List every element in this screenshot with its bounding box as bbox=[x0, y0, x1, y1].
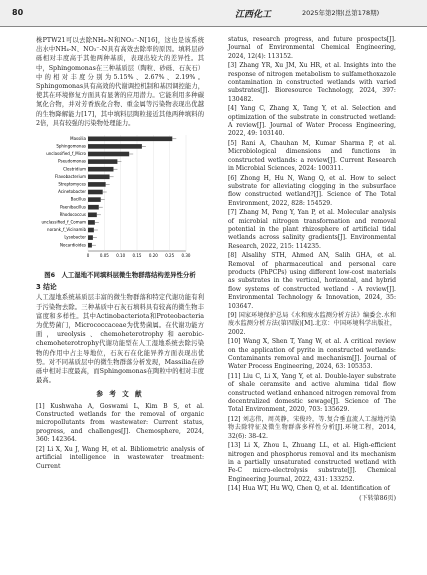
reference-item: status, research progress, and future prospects[J]. Journal of Environmental Chemical Engineering, 2024, 12(4): 113152. bbox=[228, 36, 396, 60]
reference-item: [11] Liu C, Li X, Yang Y, et al. Double-layer substrate of shale ceramsite and active alumina tidal flow constructed wetland enhanced nitrogen removal from decentralized domestic sewage[J]. Science of The Total Environment, 2020, 703: 135629. bbox=[228, 372, 396, 414]
taxon-label: Massilia bbox=[70, 135, 86, 141]
page-number: 80 bbox=[12, 8, 24, 17]
taxon-label: Nocardioides bbox=[60, 242, 86, 248]
taxon-bar bbox=[88, 167, 113, 172]
taxon-label: Lysobacter bbox=[64, 234, 86, 240]
body-paragraph: 株PTW21可以去除NH₄-N和NO₃⁻-N[16]，这也是该系统出水中NH₄-N、NO₃⁻-N具有高效去除率的原因。填料层砂砾相对丰度高于其他两种基质，表现出较大的差异性。其中，Sphingomonas在三种基质层（陶粒、砂砾、石灰石）中的相对丰度分别为5.15%、2.67%、2.19%。Sphingomonas具有高效的代谢调控机制和基因调控能力，使其在环境修复方面具有显著的应用潜力。它能利用多种碳氮化合物，并对芳香族化合物、重金属等污染物表现出优越的生物降解能力[17]，其中填料层陶粒接近其他两种填料的2倍，具有较强的污染物处理能力。 bbox=[36, 37, 204, 127]
taxon-bar bbox=[88, 228, 94, 233]
taxon-label: Paenibacillus bbox=[60, 204, 86, 210]
taxon-bar bbox=[88, 213, 97, 218]
taxon-bar bbox=[88, 205, 99, 210]
taxon-label: Pseudomonas bbox=[58, 158, 86, 164]
taxon-label: Streptomyces bbox=[58, 181, 86, 187]
reference-item: [13] Li X, Zhou L, Zhuang LL, et al. High-efficient nitrogen and phosphorus removal and its mechanism in a partially unsaturated constructed wetland with Fe-C micro-electrolysis substrate[J]. Chemical Engineering Journal, 2022, 431: 133252. bbox=[228, 442, 396, 483]
taxon-label: Sphingomonas bbox=[56, 143, 86, 149]
taxon-label: Bacillus bbox=[70, 196, 86, 202]
taxon-bar bbox=[88, 197, 101, 202]
page-header bbox=[0, 0, 427, 26]
reference-item: [9] 国家环境保护总局《水和废水监测分析方法》编委会.水和废水监测分析方法(第四版)[M].北京：中国环境科学出版社，2002. bbox=[228, 312, 396, 336]
taxon-bar bbox=[88, 152, 129, 157]
reference-item: [5] Rani A, Chauhan M, Kumar Sharma P, et al. Microbiological dimensions and functions in constructed wetlands: a review[J]. Current Research in Microbial Sciences, 2024: 100311. bbox=[228, 139, 396, 173]
taxon-label: Clostridium bbox=[63, 166, 86, 172]
figure-6 bbox=[36, 131, 204, 280]
taxon-label: Rhodococcus bbox=[59, 211, 86, 217]
taxon-bar bbox=[88, 235, 93, 240]
reference-item: [1] Kushwaha A, Goswami L, Kim B S, et al. Constructed wetlands for the removal of organic micropollutants from wastewater: Current status, progress, and challenges[J]. Chemosphere, 2024, 360: 142364. bbox=[36, 402, 204, 444]
x-tick-label: 0.05 bbox=[99, 253, 109, 259]
taxon-label: norank_f_Vicinamib bbox=[47, 227, 86, 233]
reference-item: [4] Yang C, Zhang X, Tang Y, et al. Selection and optimization of the substrate in constructed wetland: A review[J]. Journal of Water Process Engineering, 2022, 49: 103140. bbox=[228, 105, 396, 138]
reference-list-left bbox=[36, 403, 204, 471]
taxon-label: unclassified_f_Comam bbox=[41, 219, 86, 225]
reference-item: [2] Li X, Xu J, Wang H, et al. Bibliometric analysis of artificial intelligence in wastewater treatment: Current bbox=[36, 445, 204, 470]
x-tick-label: 0.30 bbox=[181, 253, 191, 259]
conclusion-paragraph: 人工湿地系统基质层丰富的微生物群落和特定代谢功能有利于污染物去除。三种基质中石灰石填料具有较高的微生物丰富度和多样性。其中Actinobacteriota和Proteobacteria为优势菌门，Micrococcaceae为优势菌属。在代谢功能方面，ureolysis、chemoheterotrophy和aerobic-chemoheterotrophy代谢功能型在人工湿地系统去除污染物的作用中占主导地位，石灰石在化能异养方面表现出优势。对不同基质层中的微生物群落分析发现，Massilia在砂砾中相对丰度最高，而Sphingomonas在陶粒中的相对丰度最高。 bbox=[36, 294, 204, 385]
x-tick-label: 0.20 bbox=[148, 253, 158, 259]
x-tick-label: 0 bbox=[86, 253, 90, 259]
left-column bbox=[36, 36, 204, 472]
reference-item: [10] Wang X, Shen T, Yang W, et al. A critical review on the application of pyrite in constructed wetlands: Contaminants removal and mechanism[J]. Journal of Water Process Engineering, 2024, 63: 105353. bbox=[228, 338, 396, 371]
reference-item: [8] Alsalihy STH, Ahmed AN, Salih GHA, et al. Removal of pharmaceutical and personal care products (PhPCPs) using different low-cost materials as substrates in the vertical, horizontal, and hybrid flow systems of constructed wetland - A review[J]. Environmental Technology & Innovation, 2024, 35: 103647. bbox=[228, 252, 396, 310]
references-heading: 参 考 文 献 bbox=[96, 390, 144, 399]
taxon-bar bbox=[88, 220, 95, 225]
x-tick-label: 0.15 bbox=[132, 253, 142, 259]
reference-item: [3] Zhang YR, Xu JM, Xu HR, et al. Insights into the response of nitrogen metabolism to sulfamethoxazole contamination in constructed wetlands with varied substrates[J]. Bioresource Technology, 2024, 397: 130482. bbox=[228, 62, 396, 103]
x-tick-label: 0.10 bbox=[116, 253, 126, 259]
taxon-bar bbox=[88, 137, 172, 142]
reference-item: [12] 刘志伟，周英静，宋俊玲，等.复合垂直流人工湿地污染物去除特征及微生物群落多样性分析[J].环境工程，2014, 32(6): 38-42. bbox=[228, 415, 396, 440]
reference-list-right bbox=[228, 36, 396, 494]
figure-caption: 图6 人工湿地不同填料层微生物群落结构差异性分析 bbox=[44, 271, 196, 280]
taxon-label: Flavobacterium bbox=[54, 173, 86, 179]
journal-title: 江西化工 bbox=[235, 10, 272, 20]
continuation-note: (下转第86页) bbox=[359, 494, 396, 502]
community-bar-chart bbox=[36, 131, 204, 269]
section-title: 3 结论 bbox=[36, 283, 57, 292]
taxon-bar bbox=[88, 175, 110, 180]
taxon-bar bbox=[88, 144, 142, 149]
reference-item: [7] Zhang M, Peng Y, Yan P, et al. Molecular analysis of microbial nitrogen transformation and removal potential in the plant rhizosphere of artificial tidal wetlands across salinity gradients[J]. Environmental Research, 2022, 215: 114235. bbox=[228, 209, 396, 250]
x-tick-label: 0.25 bbox=[165, 253, 175, 259]
issue-info: 2025年第2期(总第178期) bbox=[302, 9, 380, 17]
taxon-bar bbox=[88, 190, 103, 195]
right-column bbox=[228, 36, 396, 503]
reference-item: [6] Zhong H, Hu N, Wang Q, et al. How to select substrate for alleviating clogging in the subsurface flow constructed wetland?[J]. Science of The Total Environment, 2022, 828: 154529. bbox=[228, 174, 396, 207]
taxon-bar bbox=[88, 243, 92, 248]
taxon-label: unclassified_f_Micro bbox=[46, 151, 86, 157]
header-divider bbox=[0, 26, 427, 27]
taxon-label: Acinetobacter bbox=[58, 189, 86, 195]
taxon-bar bbox=[88, 159, 117, 164]
reference-item: [14] Hua WT, Hu WQ, Chen Q, et al. Identification of bbox=[228, 485, 390, 493]
taxon-bar bbox=[88, 182, 106, 187]
